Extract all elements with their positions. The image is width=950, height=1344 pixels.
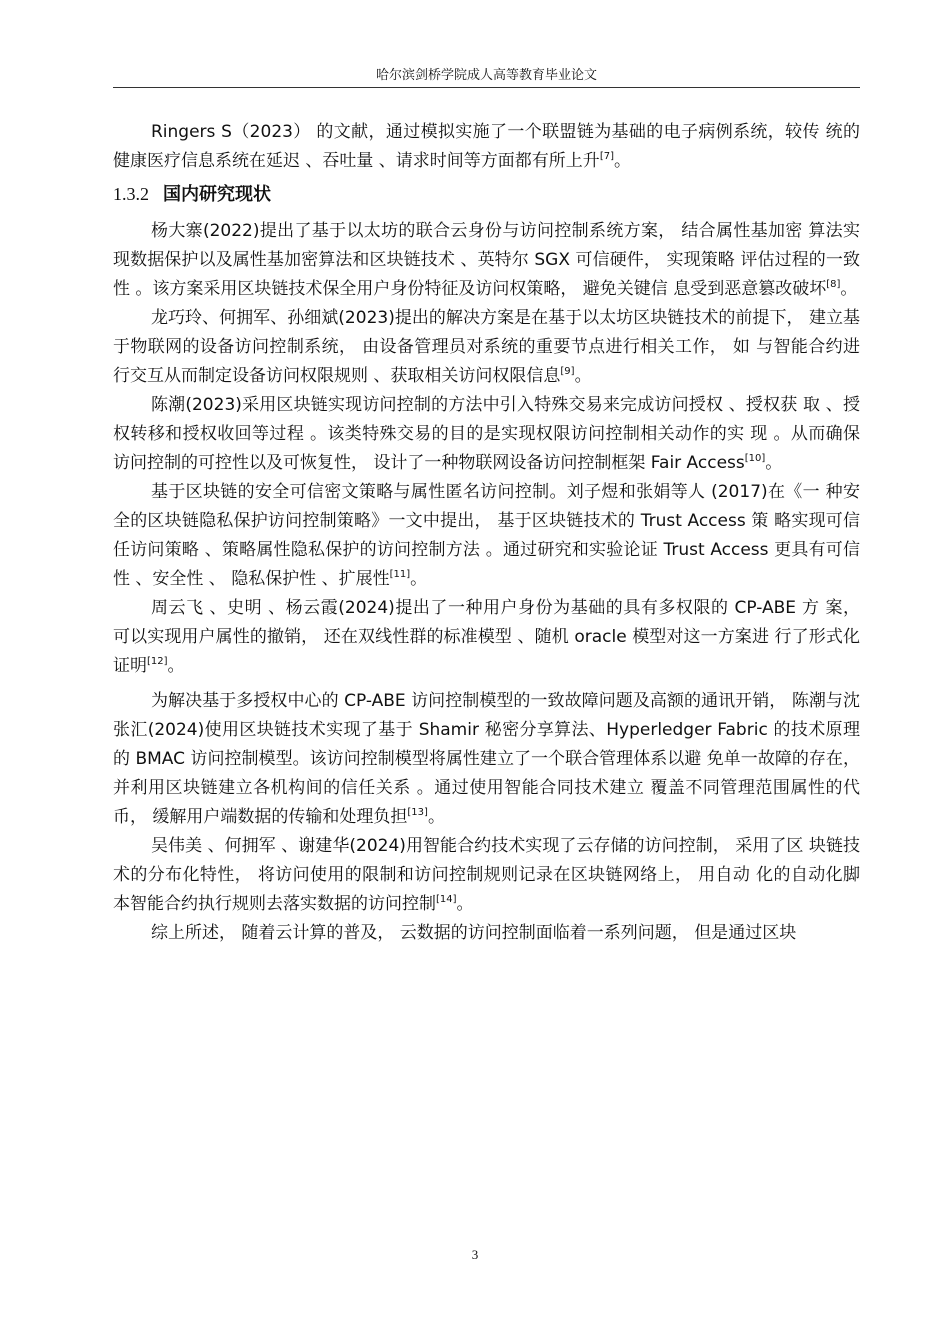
paragraph [113,478,860,594]
citation-ref: [10] [744,453,766,464]
page-header: 哈尔滨剑桥学院成人高等教育毕业论文 [375,68,597,83]
paragraph-end: 。 [613,151,631,171]
paragraph-text: 综上所述， 随着云计算的普及， 云数据的访问控制面临着一系列问题， 但是通过区块 [151,923,797,943]
paragraph-end: 。 [410,569,428,589]
paragraph-text: 周云飞 、史明 、杨云霞(2024)提出了一种用户身份为基础的具有多权限的 CP-ABE 方 案， 可以实现用户属性的撤销， 还在双线性群的标准模型 、随机 oracle 模型对这一方案进 行了形式化证明 [113,598,860,676]
paragraph [113,217,860,304]
section-number: 1.3.2 [113,184,149,204]
paragraph-text: Ringers S（2023） 的文献，通过模拟实施了一个联盟链为基础的电子病例系统，较传 统的健康医疗信息系统在延迟 、吞吐量 、请求时间等方面都有所上升 [113,122,860,171]
header-divider [113,87,860,88]
body-text [113,118,860,948]
citation-ref: [9] [560,366,575,377]
paragraph-end: 。 [574,366,592,386]
paragraph [113,687,860,832]
section-title: 国内研究现状 [163,184,271,205]
citation-ref: [12] [147,656,168,667]
paragraph-text: 龙巧玲、何拥军、孙细斌(2023)提出的解决方案是在基于以太坊区块链技术的前提下， 建立基于物联网的设备访问控制系统， 由设备管理员对系统的重要节点进行相关工作， 如 与智能合约进行交互从而制定设备访问权限规则 、获取相关访问权限信息 [113,308,860,386]
citation-ref: [8] [826,279,841,290]
citation-ref: [7] [599,151,614,162]
paragraph-text: 为解决基于多授权中心的 CP-ABE 访问控制模型的一致故障问题及高额的通讯开销， 陈潮与沈张汇(2024)使用区块链技术实现了基于 Shamir 秘密分享算法、Hyperledger Fabric 的技术原理的 BMAC 访问控制模型。该访问控制模型将属性建立了一个联合管理体系以避 免单一故障的存在， 并利用区块链建立各机构间的信任关系 。通过使用智能合同技术建立 覆盖不同管理范围属性的代币， 缓解用户端数据的传输和处理负担 [113,691,860,827]
citation-ref: [14] [436,894,457,905]
page-number: 3 [471,1247,479,1262]
paragraph-end: 。 [427,807,445,827]
paragraph [113,919,860,948]
paragraph [113,304,860,391]
section-heading [113,178,860,211]
paragraph [113,832,860,919]
paragraph [113,118,860,176]
paragraph [113,391,860,478]
paragraph-end: 。 [456,894,474,914]
citation-ref: [13] [407,807,428,818]
paragraph-end: 。 [765,453,783,473]
paragraph-end: 。 [167,656,185,676]
paragraph [113,594,860,681]
citation-ref: [11] [389,569,411,580]
paragraph-text: 陈潮(2023)采用区块链实现访问控制的方法中引入特殊交易来完成访问授权 、授权获 取 、授权转移和授权收回等过程 。该类特殊交易的目的是实现权限访问控制相关动作的实 现 。从而确保访问控制的可控性以及可恢复性， 设计了一种物联网设备访问控制框架 Fair Access [113,395,860,473]
paragraph-text: 基于区块链的安全可信密文策略与属性匿名访问控制。刘子煜和张娟等人 (2017)在《一 种安全的区块链隐私保护访问控制策略》一文中提出， 基于区块链技术的 Trust Access 策 略实现可信任访问策略 、策略属性隐私保护的访问控制方法 。通过研究和实验论证 Trust Access 更具有可信性 、安全性 、 隐私保护性 、扩展性 [113,482,860,589]
paragraph-end: 。 [840,279,858,299]
paragraph-text: 吴伟美 、何拥军 、谢建华(2024)用智能合约技术实现了云存储的访问控制， 采用了区 块链技术的分布化特性， 将访问使用的限制和访问控制规则记录在区块链网络上， 用自动 化的自动化脚本智能合约执行规则去落实数据的访问控制 [113,836,860,914]
paragraph-text: 杨大寨(2022)提出了基于以太坊的联合云身份与访问控制系统方案， 结合属性基加密 算法实现数据保护以及属性基加密算法和区块链技术 、英特尔 SGX 可信硬件， 实现策略 评估过程的一致性 。该方案采用区块链技术保全用户身份特征及访问权策略， 避免关键信 息受到恶意篡改破坏 [113,221,860,299]
